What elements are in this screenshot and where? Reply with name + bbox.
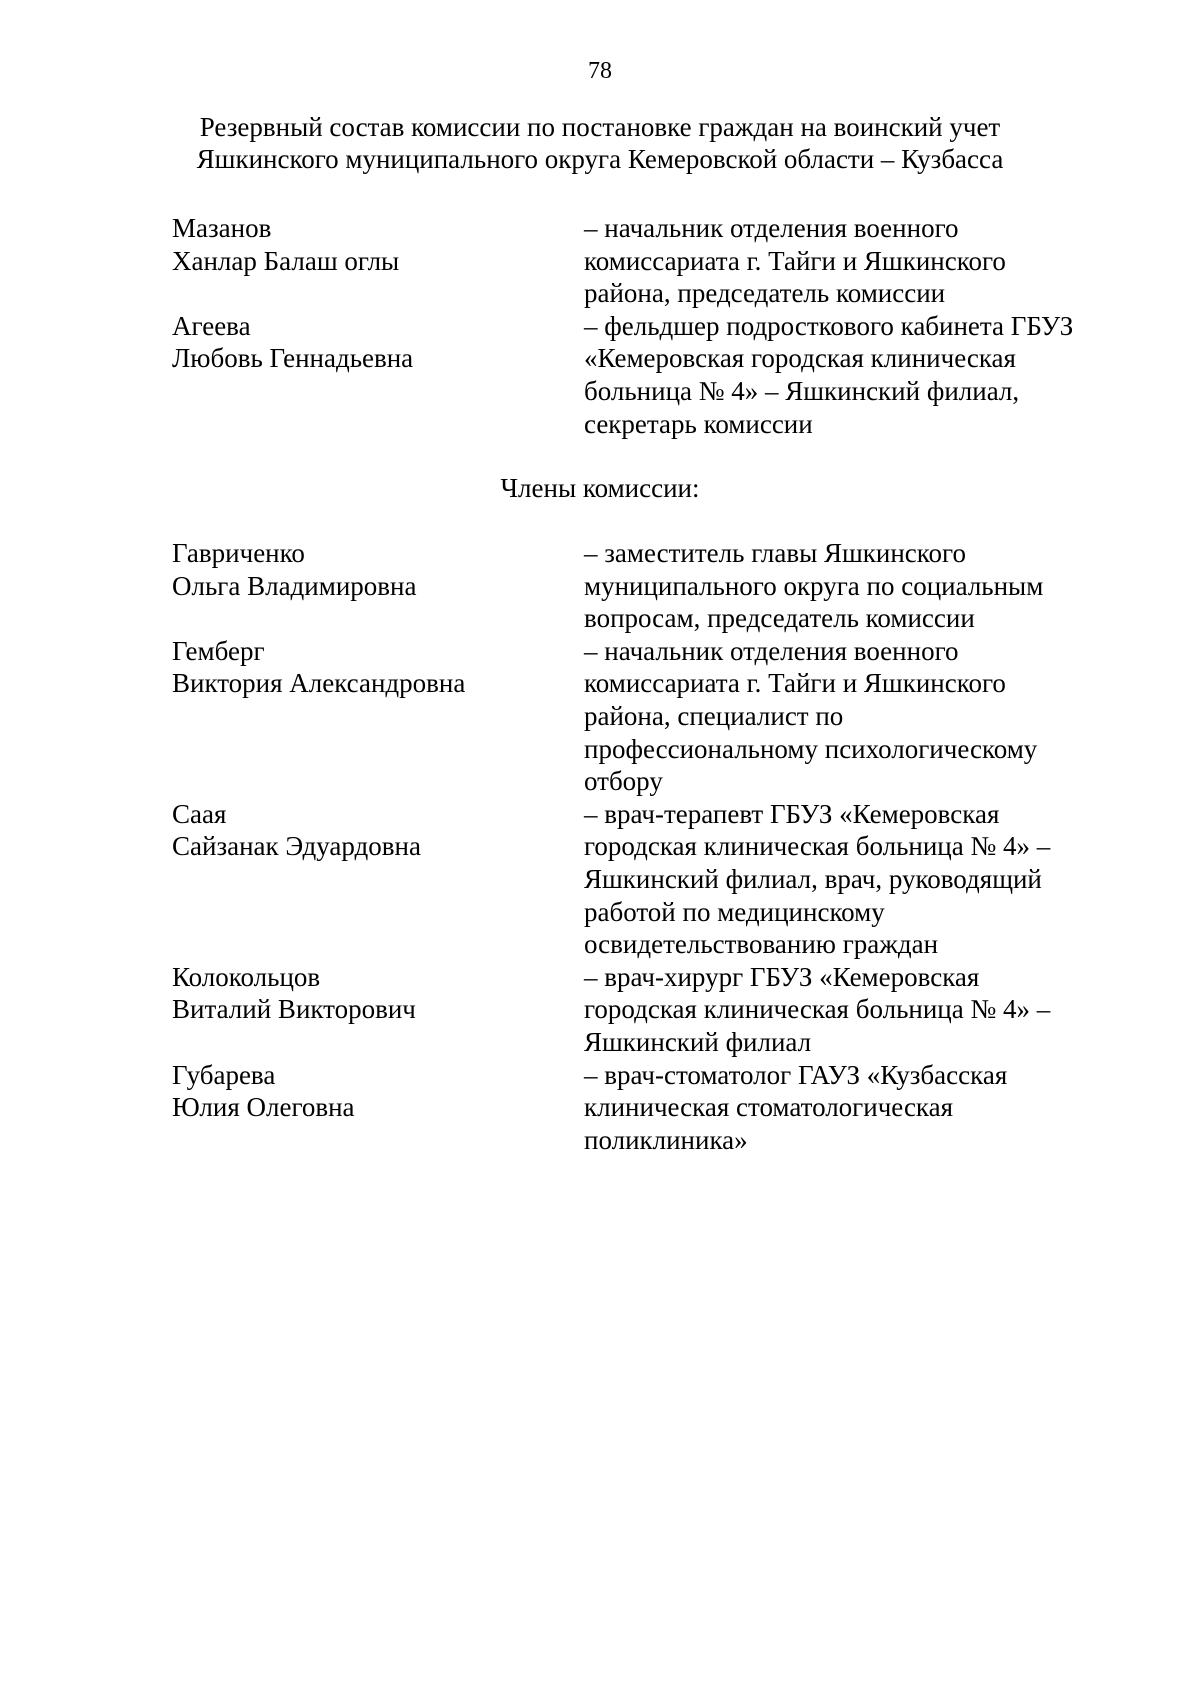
members-list bbox=[172, 537, 1120, 1156]
member-role bbox=[584, 310, 1120, 440]
member-surname: Саая bbox=[172, 798, 227, 829]
members-heading: Члены комиссии: bbox=[500, 473, 700, 503]
member-role-line: – врач-стоматолог ГАУЗ «Кузбасская bbox=[584, 1059, 1008, 1090]
member-role-line: отбору bbox=[584, 766, 663, 797]
member-role-line: – начальник отделения военного bbox=[584, 635, 959, 666]
member-name bbox=[172, 212, 584, 277]
member-name bbox=[172, 961, 584, 1026]
member-role-line: – фельдшер подросткового кабинета ГБУЗ bbox=[584, 310, 1074, 341]
member-entry bbox=[172, 635, 1120, 798]
member-surname: Гемберг bbox=[172, 635, 265, 666]
member-role-line: комиссариата г. Тайги и Яшкинского bbox=[584, 245, 1006, 276]
member-name bbox=[172, 635, 584, 700]
document-title-line-2: Яшкинского муниципального округа Кемеровской области – Кузбасса bbox=[196, 144, 1004, 174]
member-role-line: городская клиническая больница № 4» – bbox=[584, 831, 1051, 862]
member-given-names: Любовь Геннадьевна bbox=[172, 343, 414, 374]
member-entry bbox=[172, 537, 1120, 635]
member-name bbox=[172, 537, 584, 602]
member-role-line: – врач-хирург ГБУЗ «Кемеровская bbox=[584, 961, 980, 992]
leadership-list bbox=[172, 212, 1120, 440]
member-role-line: комиссариата г. Тайги и Яшкинского bbox=[584, 668, 1006, 699]
member-role-line: – начальник отделения военного bbox=[584, 213, 959, 243]
member-surname: Гавриченко bbox=[172, 538, 305, 568]
member-role bbox=[584, 212, 1120, 310]
member-role bbox=[584, 1059, 1120, 1157]
member-name bbox=[172, 310, 584, 375]
member-surname: Губарева bbox=[172, 1059, 276, 1090]
member-entry bbox=[172, 961, 1120, 1059]
member-role-line: работой по медицинскому bbox=[584, 896, 885, 927]
member-role-line: Яшкинский филиал, врач, руководящий bbox=[584, 863, 1042, 894]
member-name bbox=[172, 798, 584, 863]
page-number: 78 bbox=[588, 58, 612, 84]
member-role bbox=[584, 961, 1120, 1059]
member-given-names: Виталий Викторович bbox=[172, 994, 416, 1025]
member-role-line: района, председатель комиссии bbox=[584, 278, 946, 309]
member-role bbox=[584, 798, 1120, 961]
member-role-line: профессиональному психологическому bbox=[584, 733, 1038, 764]
member-role-line: городская клиническая больница № 4» – bbox=[584, 994, 1051, 1025]
member-surname: Агеева bbox=[172, 310, 251, 341]
member-role-line: – заместитель главы Яшкинского bbox=[584, 538, 966, 568]
member-role-line: секретарь комиссии bbox=[584, 408, 813, 439]
member-given-names: Юлия Олеговна bbox=[172, 1092, 355, 1123]
member-surname: Мазанов bbox=[172, 213, 272, 243]
member-entry bbox=[172, 798, 1120, 961]
member-role-line: – врач-терапевт ГБУЗ «Кемеровская bbox=[584, 798, 1000, 829]
member-role-line: муниципального округа по социальным bbox=[584, 570, 1044, 601]
member-role-line: освидетельствованию граждан bbox=[584, 929, 939, 960]
document-title-line-1: Резервный состав комиссии по постановке граждан на воинский учет bbox=[199, 112, 1001, 142]
member-role bbox=[584, 537, 1120, 635]
member-given-names: Виктория Александровна bbox=[172, 668, 466, 699]
member-role-line: «Кемеровская городская клиническая bbox=[584, 343, 1016, 374]
member-entry bbox=[172, 310, 1120, 440]
member-role-line: вопросам, председатель комиссии bbox=[584, 603, 975, 634]
member-entry bbox=[172, 1059, 1120, 1157]
member-given-names: Ольга Владимировна bbox=[172, 570, 417, 601]
document-title bbox=[100, 111, 1100, 175]
member-given-names: Ханлар Балаш оглы bbox=[172, 245, 400, 276]
member-entry bbox=[172, 212, 1120, 310]
member-role-line: Яшкинский филиал bbox=[584, 1026, 812, 1057]
member-role-line: района, специалист по bbox=[584, 700, 844, 731]
member-name bbox=[172, 1059, 584, 1124]
member-surname: Колокольцов bbox=[172, 961, 321, 992]
member-role-line: клиническая стоматологическая bbox=[584, 1092, 954, 1123]
member-role bbox=[584, 635, 1120, 798]
member-given-names: Сайзанак Эдуардовна bbox=[172, 831, 421, 862]
member-role-line: больница № 4» – Яшкинский филиал, bbox=[584, 375, 1020, 406]
member-role-line: поликлиника» bbox=[584, 1124, 748, 1155]
